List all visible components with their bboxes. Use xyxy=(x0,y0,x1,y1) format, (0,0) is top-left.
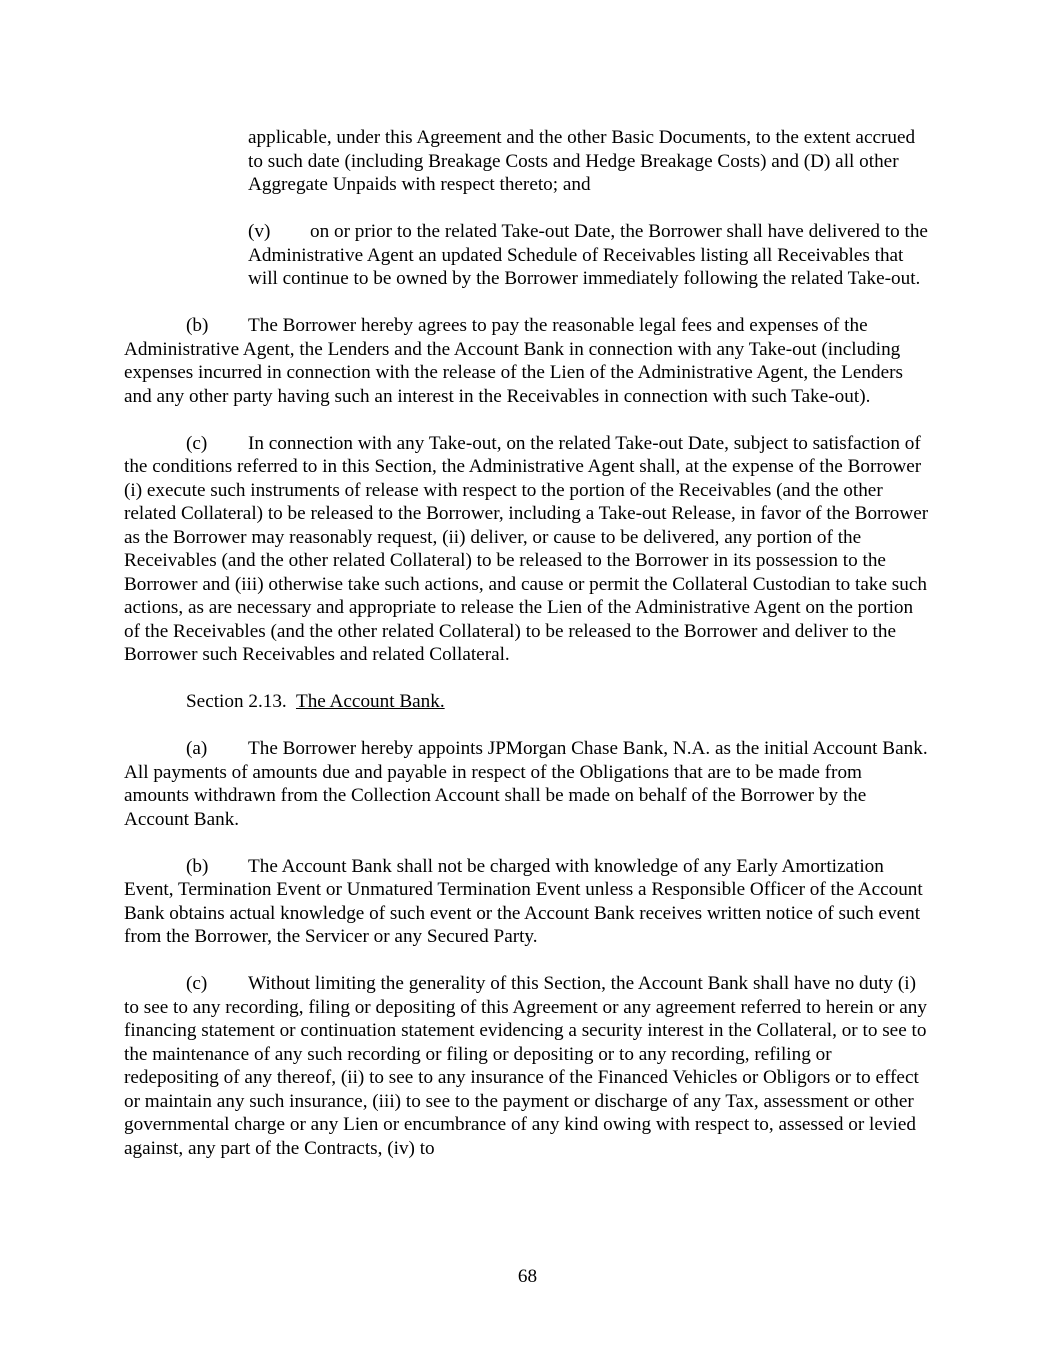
paragraph-b-takeout-expenses xyxy=(124,314,930,408)
paragraph-a-account-bank xyxy=(124,737,937,831)
clause-continuation-block xyxy=(248,126,930,291)
paragraph-b2-label: (b) xyxy=(186,855,209,877)
paragraph-c-text: In connection with any Take-out, on the related Take-out Date, subject to satisfaction of the conditions referred to in this Section, the Administrative Agent shall, at the expense of the Borrower (i) execute such instruments of release with respect to the portion of the Receivables (and the other related Collateral) to be released to the Borrower, including a Take-out Release, in favor of the Borrower as the Borrower may reasonably request, (ii) deliver, or cause to be delivered, any portion of the Receivables (and the other related Collateral) to be released to the Borrower in its possession to the Borrower and (iii) otherwise take such actions, and cause or permit the Collateral Custodian to take such actions, as are necessary and appropriate to release the Lien of the Administrative Agent on the portion of the Receivables (and the other related Collateral) to be released to the Borrower and deliver to the Borrower such Receivables and related Collateral. xyxy=(124,432,929,665)
paragraph-c2-text: Without limiting the generality of this Section, the Account Bank shall have no duty (i) to see to any recording, filing or depositing of this Agreement or any agreement referred to herein or any financing statement or continuation statement evidencing a security interest in the Collateral, or to see to the maintenance of any such recording or filing or depositing or to any recording, refiling or redepositing of any thereof, (ii) to see to any insurance of the Financed Vehicles or Obligors or to effect or maintain any such insurance, (iii) to see to the payment or discharge of any Tax, assessment or other governmental charge or any Lien or encumbrance of any kind owing with respect to, assessed or levied against, any part of the Contracts, (iv) to xyxy=(124,973,927,1159)
paragraph-b2-text: The Account Bank shall not be charged with knowledge of any Early Amortization Event, Termination Event or Unmatured Termination Event unless a Responsible Officer of the Account Bank obtains actual knowledge of such event or the Account Bank receives written notice of such event from the Borrower, the Servicer or any Secured Party. xyxy=(124,855,923,947)
item-v-label: (v) xyxy=(248,221,271,242)
document-page xyxy=(124,126,937,1160)
paragraph-b-text: The Borrower hereby agrees to pay the reasonable legal fees and expenses of the Administrative Agent, the Lenders and the Account Bank in connection with any Take-out (including expenses incurred in connection with the release of the Lien of the Administrative Agent, the Lenders and any other party having such an interest in the Receivables in connection with such Take-out). xyxy=(124,315,903,407)
item-v-paragraph xyxy=(248,220,930,291)
section-number: Section 2.13. xyxy=(186,691,287,712)
paragraph-a-text: The Borrower hereby appoints JPMorgan Chase Bank, N.A. as the initial Account Bank. All payments of amounts due and payable in respect of the Obligations that are to be made from amounts withdrawn from the Collection Account shall be made on behalf of the Borrower by the Account Bank. xyxy=(124,738,937,830)
section-title: The Account Bank. xyxy=(295,691,445,712)
paragraph-a-label: (a) xyxy=(186,738,208,759)
paragraph-c-label: (c) xyxy=(186,432,208,454)
paragraph-c-account-bank-duties xyxy=(124,972,930,1160)
paragraph-b-label: (b) xyxy=(186,315,209,336)
page-number: 68 xyxy=(517,1266,538,1287)
paragraph-c2-label: (c) xyxy=(186,973,208,994)
item-v-text: on or prior to the related Take-out Date, the Borrower shall have delivered to the Administrative Agent an updated Schedule of Receivables listing all Receivables that will continue to be owned by the Borrower immediately following the related Take-out. xyxy=(248,221,928,289)
paragraph-b-account-bank-knowledge xyxy=(124,855,930,949)
paragraph-c-takeout-release xyxy=(124,432,930,667)
continuation-paragraph: applicable, under this Agreement and the other Basic Documents, to the extent accrued to such date (including Breakage Costs and Hedge Breakage Costs) and (D) all other Aggregate Unpaids with respect thereto; and xyxy=(248,127,916,195)
section-heading xyxy=(186,690,930,714)
